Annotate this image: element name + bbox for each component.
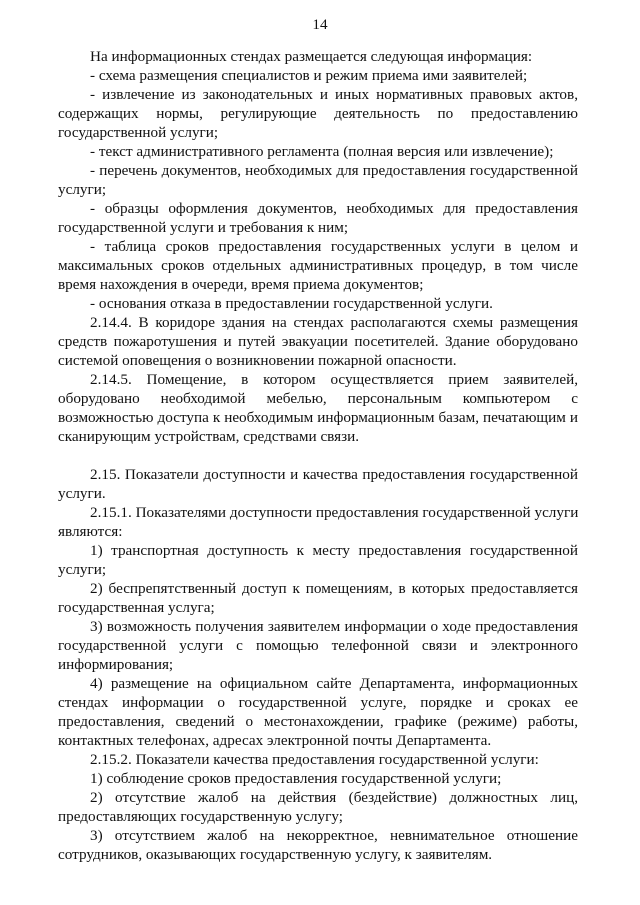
- text-line: - текст административного регламента (полная версия или извлечение);: [90, 143, 554, 160]
- text-line: - схема размещения специалистов и режим приема ими заявителей;: [90, 67, 528, 84]
- text-line: контактных телефонах, адресах электронной почты Департамента.: [58, 732, 492, 749]
- text-line: На информационных стендах размещается следующая информация:: [90, 48, 533, 65]
- text-line: 2) отсутствие жалоб на действия (бездействие) должностных лиц,: [90, 789, 578, 806]
- text-line: 2.14.5. Помещение, в котором осуществляется прием заявителей,: [90, 371, 578, 388]
- text-line: услуги;: [58, 181, 107, 198]
- text-line: 3) отсутствием жалоб на некорректное, невнимательное отношение: [90, 827, 578, 844]
- text-line: услуги.: [58, 485, 106, 502]
- text-line: 2.14.4. В коридоре здания на стендах располагаются схемы размещения: [90, 314, 578, 331]
- text-line: государственной услуги;: [58, 124, 219, 141]
- text-line: 2) беспрепятственный доступ к помещениям, в которых предоставляется: [90, 580, 578, 597]
- text-line: системой оповещения о возникновении пожарной опасности.: [58, 352, 457, 369]
- text-line: 4) размещение на официальном сайте Департамента, информационных: [90, 675, 578, 692]
- text-line: 1) соблюдение сроков предоставления государственной услуги;: [90, 770, 502, 787]
- text-line: - основания отказа в предоставлении государственной услуги.: [90, 295, 493, 312]
- text-line: предоставления, сведений о местонахождении, графике (режиме) работы,: [58, 713, 578, 730]
- text-line: - извлечение из законодательных и иных нормативных правовых актов,: [90, 86, 578, 103]
- text-line: сотрудников, оказывающих государственную услугу, к заявителям.: [58, 846, 493, 863]
- text-line: содержащих нормы, регулирующие деятельность по предоставлению: [58, 105, 578, 122]
- text-line: средств пожаротушения и путей эвакуации посетителей. Здание оборудовано: [58, 333, 578, 350]
- text-line: оборудовано необходимой мебелью, персональным компьютером с: [58, 390, 578, 407]
- text-line: информирования;: [58, 656, 174, 673]
- text-line: 3) возможность получения заявителем информации о ходе предоставления: [90, 618, 578, 635]
- text-line: предоставляющих государственную услугу;: [58, 808, 343, 825]
- text-line: 1) транспортная доступность к месту предоставления государственной: [90, 542, 578, 559]
- text-line: - перечень документов, необходимых для предоставления государственной: [90, 162, 578, 179]
- text-line: государственной услуги и требования к ним;: [58, 219, 349, 236]
- text-line: государственной услуги с помощью телефонной связи и электронного: [58, 637, 578, 654]
- text-line: время нахождения в очереди, время приема документов;: [58, 276, 424, 293]
- text-line: максимальных сроков отдельных административных процедур, в том числе: [58, 257, 578, 274]
- text-line: возможностью доступа к необходимым информационным базам, печатающим и: [58, 409, 578, 426]
- text-line: являются:: [58, 523, 123, 540]
- text-line: - таблица сроков предоставления государственных услуги в целом и: [90, 238, 578, 255]
- text-line: стендах информации о государственной услуге, порядке и сроках ее: [58, 694, 578, 711]
- text-line: 2.15. Показатели доступности и качества предоставления государственной: [90, 466, 578, 483]
- text-line: сканирующим устройствам, средствами связи.: [58, 428, 360, 445]
- text-line: 2.15.2. Показатели качества предоставления государственной услуги:: [90, 751, 539, 768]
- page-number: 14: [312, 16, 328, 33]
- text-line: - образцы оформления документов, необходимых для предоставления: [90, 200, 578, 217]
- text-line: 2.15.1. Показателями доступности предоставления государственной услуги: [90, 504, 579, 521]
- text-line: услуги;: [58, 561, 107, 578]
- text-line: государственная услуга;: [58, 599, 215, 616]
